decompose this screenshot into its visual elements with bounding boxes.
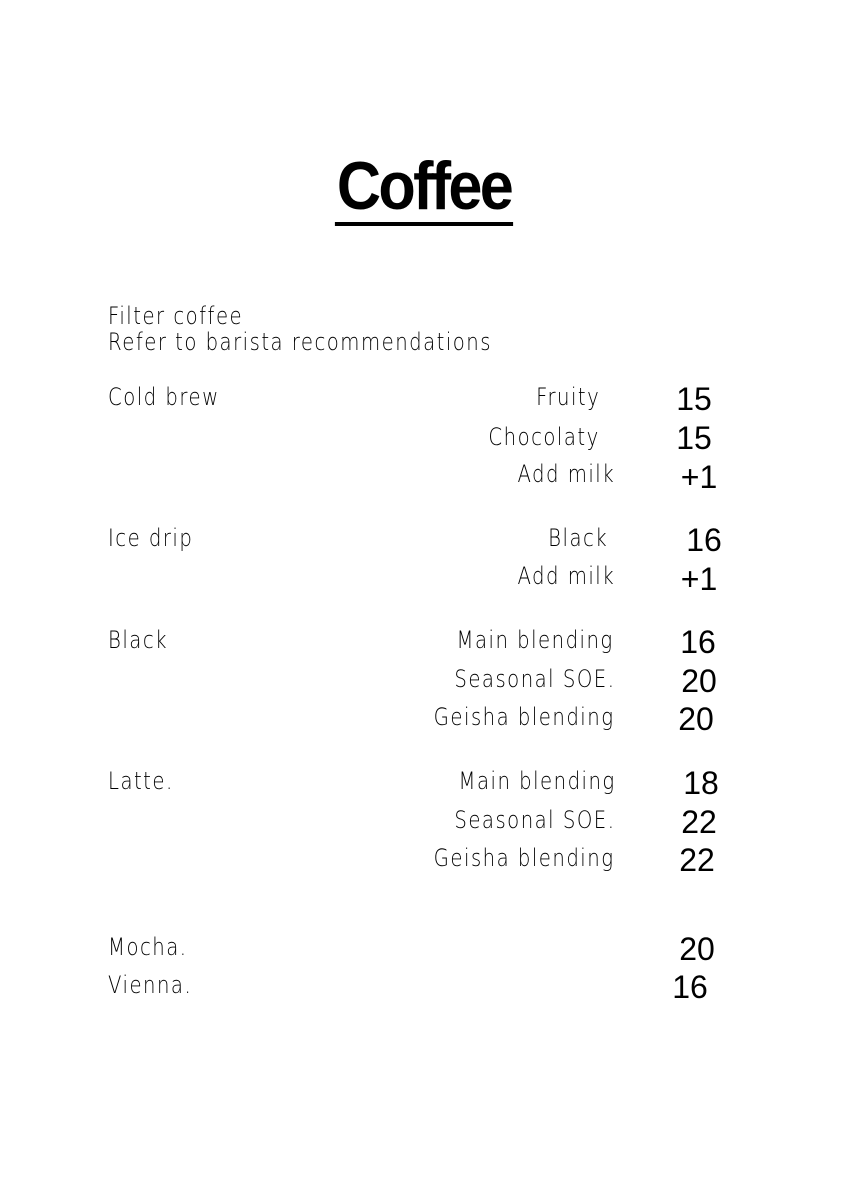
price-vienna: 16 [672, 969, 708, 1005]
price-black-geisha-blending: 20 [678, 701, 714, 737]
price-latte-main-blending: 18 [683, 765, 719, 801]
menu-title-text: Coffee [336, 148, 512, 224]
price-cold-brew-add-milk: +1 [680, 459, 718, 495]
item-ice-drip-add-milk: Add milk [517, 562, 615, 590]
item-black-main-blending: Main blending [456, 626, 614, 654]
item-ice-drip-black: Black [547, 524, 608, 552]
item-cold-brew-fruity: Fruity [535, 383, 600, 411]
barista-recommendation-note: Refer to barista recommendations [108, 328, 492, 356]
item-black-geisha-blending: Geisha blending [433, 703, 614, 731]
price-black-seasonal-soe: 20 [681, 663, 717, 699]
price-ice-drip-add-milk: +1 [680, 561, 718, 597]
filter-coffee-label: Filter coffee [108, 302, 244, 330]
item-latte-seasonal-soe: Seasonal SOE. [453, 806, 615, 834]
price-black-main-blending: 16 [680, 624, 716, 660]
item-latte-geisha-blending: Geisha blending [433, 844, 614, 872]
section-ice-drip: Ice drip [108, 524, 194, 552]
price-cold-brew-chocolaty: 15 [676, 420, 712, 456]
section-mocha: Mocha. [108, 933, 188, 961]
price-ice-drip-black: 16 [686, 522, 722, 558]
price-mocha: 20 [679, 931, 715, 967]
menu-title [42, 148, 805, 226]
section-latte: Latte. [108, 767, 174, 795]
price-latte-geisha-blending: 22 [679, 842, 715, 878]
item-cold-brew-add-milk: Add milk [517, 460, 615, 488]
item-latte-main-blending: Main blending [458, 767, 616, 795]
item-black-seasonal-soe: Seasonal SOE. [453, 665, 615, 693]
price-cold-brew-fruity: 15 [676, 381, 712, 417]
item-cold-brew-chocolaty: Chocolaty [488, 423, 600, 451]
price-latte-seasonal-soe: 22 [681, 804, 717, 840]
section-cold-brew: Cold brew [108, 383, 220, 411]
section-vienna: Vienna. [108, 971, 193, 999]
section-black: Black [108, 626, 169, 654]
